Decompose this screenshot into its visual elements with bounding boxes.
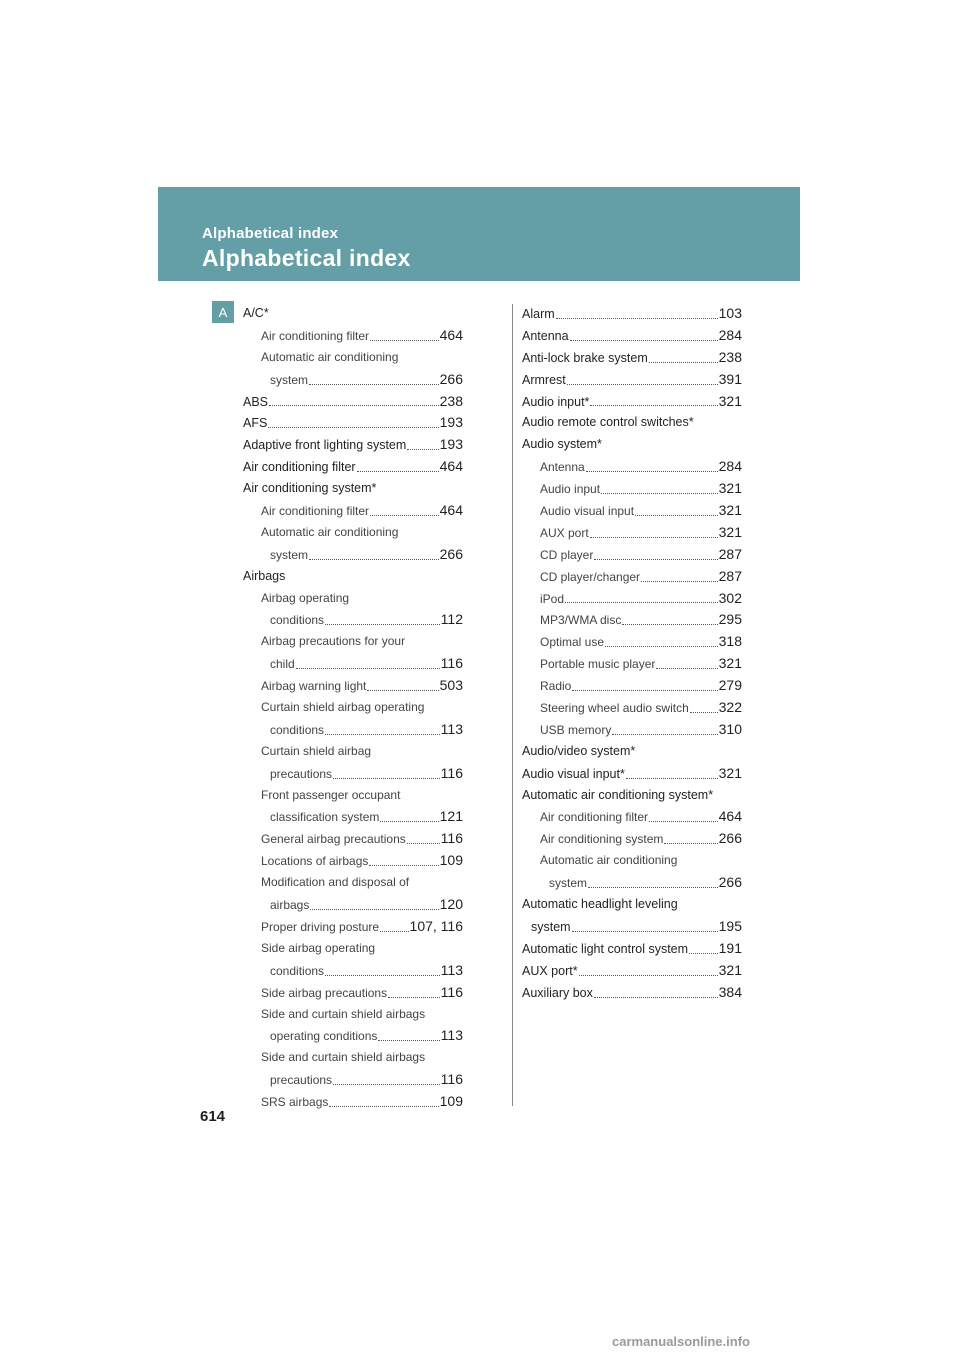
index-entry-term: General airbag precautions — [261, 832, 406, 847]
index-entry-term: Antenna — [540, 460, 585, 475]
index-entry-page[interactable]: 384 — [718, 983, 742, 1000]
leader-dots — [579, 975, 718, 976]
index-entry[interactable] — [522, 522, 742, 544]
index-entry-term: Curtain shield airbag — [261, 743, 372, 758]
index-entry-page[interactable]: 109 — [439, 852, 463, 869]
index-entry[interactable] — [243, 391, 463, 413]
index-entry-term: conditions — [270, 963, 325, 978]
index-entry-page[interactable]: 195 — [718, 917, 742, 934]
leader-dots — [565, 602, 718, 603]
index-entry[interactable] — [243, 785, 463, 807]
index-entry-term: Automatic air conditioning — [261, 524, 399, 539]
index-entry-term: child — [270, 657, 295, 672]
index-entry-term: Auxiliary box — [522, 985, 593, 1000]
index-entry[interactable] — [243, 719, 463, 741]
index-entry[interactable] — [243, 522, 463, 544]
index-entry[interactable] — [522, 675, 742, 697]
index-entry[interactable] — [243, 763, 463, 785]
index-entry-term: Radio — [540, 679, 572, 694]
index-entry-term: Audio input* — [522, 394, 590, 409]
index-entry-term: Anti-lock brake system — [522, 350, 648, 365]
leader-dots — [572, 690, 717, 691]
index-entry-term: Airbags — [243, 568, 286, 583]
index-entry-term: Automatic air conditioning — [261, 349, 399, 364]
leader-dots — [656, 668, 717, 669]
index-entry-term: Audio input — [540, 482, 601, 497]
index-entry-term: Automatic air conditioning system* — [522, 787, 714, 802]
index-entry[interactable] — [522, 478, 742, 500]
index-entry-term: Airbag precautions for your — [261, 634, 406, 649]
index-entry[interactable] — [243, 631, 463, 653]
index-entry-page[interactable]: 113 — [440, 961, 463, 978]
index-entry-term: Air conditioning system* — [243, 481, 377, 496]
index-entry[interactable] — [243, 806, 463, 828]
column-divider — [512, 304, 513, 1106]
index-entry[interactable] — [522, 303, 742, 325]
index-entry[interactable] — [522, 456, 742, 478]
leader-dots — [370, 515, 439, 516]
index-entry-page[interactable]: 302 — [718, 589, 742, 606]
leader-dots — [590, 405, 717, 406]
index-entry[interactable] — [243, 850, 463, 872]
index-entry-term: SRS airbags — [261, 1095, 329, 1110]
index-entry[interactable] — [522, 960, 742, 982]
index-entry-page[interactable]: 266 — [718, 874, 742, 891]
leader-dots — [407, 843, 440, 844]
leader-dots — [357, 471, 439, 472]
index-entry-page[interactable]: 238 — [439, 392, 463, 409]
index-entry[interactable] — [522, 938, 742, 960]
index-entry-term: ABS — [243, 394, 269, 409]
leader-dots — [407, 449, 438, 450]
index-entry-page[interactable]: 321 — [718, 764, 742, 781]
index-entry-term: Armrest — [522, 372, 566, 387]
index-entry-term: conditions — [270, 613, 325, 628]
index-entry-term: Air conditioning filter — [261, 328, 370, 343]
index-entry-term: classification system — [270, 810, 380, 825]
index-entry-term: precautions — [270, 766, 333, 781]
index-entry-page[interactable]: 121 — [439, 808, 463, 825]
index-entry[interactable] — [243, 675, 463, 697]
index-entry[interactable] — [243, 325, 463, 347]
leader-dots — [612, 734, 717, 735]
header-subtitle: Alphabetical index — [202, 225, 339, 242]
index-entry-page[interactable]: 287 — [718, 567, 742, 584]
index-entry[interactable] — [522, 566, 742, 588]
index-entry-term: MP3/WMA disc — [540, 613, 622, 628]
index-entry-page[interactable]: 103 — [718, 305, 742, 321]
leader-dots — [572, 931, 718, 932]
leader-dots — [590, 537, 718, 538]
index-entry-term: Side airbag operating — [261, 940, 376, 955]
leader-dots — [594, 997, 718, 998]
index-entry[interactable] — [522, 325, 742, 347]
leader-dots — [690, 712, 718, 713]
index-entry[interactable] — [522, 347, 742, 369]
index-entry[interactable] — [243, 456, 463, 478]
index-entry[interactable] — [243, 544, 463, 566]
index-entry-page[interactable]: 321 — [718, 392, 742, 409]
index-entry-term: system — [270, 372, 309, 387]
index-entry-page[interactable]: 310 — [718, 720, 742, 737]
index-entry[interactable] — [522, 588, 742, 610]
index-letter-tab[interactable]: A — [212, 301, 234, 323]
index-entry-term: Portable music player — [540, 657, 656, 672]
leader-dots — [296, 668, 440, 669]
index-entry-term: Side and curtain shield airbags — [261, 1050, 426, 1065]
index-entry-term: precautions — [270, 1073, 333, 1088]
leader-dots — [268, 427, 438, 428]
header-title: Alphabetical index — [202, 245, 411, 271]
index-entry-page[interactable]: 191 — [718, 939, 742, 956]
index-entry-page[interactable]: 321 — [718, 480, 742, 497]
index-entry[interactable] — [243, 1047, 463, 1069]
index-entry-term: Locations of airbags — [261, 854, 369, 869]
index-entry-page[interactable]: 322 — [718, 699, 742, 716]
index-entry-term: Automatic air conditioning — [540, 853, 678, 868]
index-entry-term: Antenna — [522, 328, 569, 343]
index-entry[interactable] — [243, 916, 463, 938]
index-entry-term: system — [531, 919, 571, 934]
index-entry[interactable] — [522, 500, 742, 522]
index-entry-term: USB memory — [540, 722, 612, 737]
index-entry-page[interactable]: 464 — [439, 326, 463, 343]
index-entry[interactable] — [522, 719, 742, 741]
index-entry-term: Adaptive front lighting system — [243, 438, 407, 453]
index-entry-page[interactable]: 266 — [439, 545, 463, 562]
index-entry[interactable] — [243, 347, 463, 369]
leader-dots — [367, 690, 438, 691]
index-entry[interactable] — [522, 894, 742, 916]
index-entry-term: Audio visual input — [540, 504, 635, 519]
index-entry[interactable] — [243, 697, 463, 719]
index-entry-term: Alarm — [522, 307, 555, 321]
index-entry-page[interactable]: 116 — [440, 830, 463, 847]
leader-dots — [586, 471, 718, 472]
index-entry[interactable] — [243, 960, 463, 982]
index-entry-term: Audio remote control switches* — [522, 415, 694, 430]
index-entry[interactable] — [243, 1091, 463, 1113]
index-entry-page[interactable]: 193 — [439, 414, 463, 431]
index-entry-term: operating conditions — [270, 1029, 378, 1044]
index-entry-term: airbags — [270, 898, 310, 913]
index-entry-page[interactable]: 193 — [439, 436, 463, 453]
index-entry[interactable] — [243, 303, 463, 325]
index-entry-page[interactable]: 287 — [718, 545, 742, 562]
index-entry-page[interactable]: 113 — [440, 1027, 463, 1044]
page-number: 614 — [200, 1108, 226, 1125]
index-entry-term: Steering wheel audio switch — [540, 701, 689, 716]
index-entry[interactable] — [243, 938, 463, 960]
index-entry[interactable] — [522, 631, 742, 653]
index-entry-term: conditions — [270, 722, 325, 737]
index-entry-page[interactable]: 284 — [718, 326, 742, 343]
leader-dots — [649, 362, 718, 363]
index-entry[interactable] — [243, 653, 463, 675]
leader-dots — [605, 646, 718, 647]
index-entry[interactable] — [522, 741, 742, 763]
index-entry-term: Optimal use — [540, 635, 605, 650]
index-entry-term: Curtain shield airbag operating — [261, 700, 425, 715]
leader-dots — [635, 515, 718, 516]
index-entry[interactable] — [243, 1025, 463, 1047]
index-entry-term: AFS — [243, 416, 268, 431]
leader-dots — [325, 734, 440, 735]
index-entry[interactable] — [522, 391, 742, 413]
index-entry[interactable] — [522, 763, 742, 785]
index-entry[interactable] — [243, 500, 463, 522]
index-entry[interactable] — [522, 850, 742, 872]
index-entry[interactable] — [522, 653, 742, 675]
index-entry[interactable] — [522, 369, 742, 391]
index-entry-page[interactable]: 112 — [440, 611, 463, 628]
leader-dots — [588, 887, 718, 888]
index-entry[interactable] — [243, 894, 463, 916]
index-entry[interactable] — [243, 741, 463, 763]
index-entry[interactable] — [522, 872, 742, 894]
index-entry-term: Side and curtain shield airbags — [261, 1006, 426, 1021]
index-entry-term: Audio system* — [522, 437, 602, 452]
index-entry[interactable] — [243, 369, 463, 391]
index-entry-term: A/C* — [243, 306, 269, 320]
index-entry-page[interactable]: 321 — [718, 523, 742, 540]
leader-dots — [556, 318, 718, 319]
index-entry-page[interactable]: 113 — [440, 720, 463, 737]
leader-dots — [567, 384, 718, 385]
index-entry[interactable] — [243, 1004, 463, 1026]
watermark: carmanualsonline.info — [612, 1334, 750, 1349]
index-entry[interactable] — [243, 588, 463, 610]
index-entry-page[interactable]: 116 — [440, 1071, 463, 1088]
index-entry[interactable] — [522, 697, 742, 719]
index-entry[interactable] — [243, 609, 463, 631]
index-entry[interactable] — [522, 916, 742, 938]
leader-dots — [370, 340, 439, 341]
page-header — [158, 187, 800, 281]
index-entry-page[interactable]: 266 — [439, 370, 463, 387]
index-entry-term: Proper driving posture — [261, 919, 380, 934]
index-entry-page[interactable]: 266 — [718, 830, 742, 847]
leader-dots — [380, 931, 408, 932]
leader-dots — [310, 909, 438, 910]
index-entry[interactable] — [243, 566, 463, 588]
index-entry-term: Air conditioning filter — [243, 460, 356, 475]
leader-dots — [369, 865, 438, 866]
index-entry-page[interactable]: 318 — [718, 633, 742, 650]
index-entry-term: CD player — [540, 547, 594, 562]
index-entry-page[interactable]: 295 — [718, 611, 742, 628]
leader-dots — [689, 953, 718, 954]
leader-dots — [601, 493, 718, 494]
index-entry-page[interactable]: 116 — [440, 764, 463, 781]
index-entry[interactable] — [243, 828, 463, 850]
index-entry[interactable] — [243, 478, 463, 500]
index-entry[interactable] — [522, 412, 742, 434]
index-entry[interactable] — [522, 806, 742, 828]
index-entry[interactable] — [522, 828, 742, 850]
leader-dots — [641, 581, 718, 582]
index-entry-page[interactable]: 279 — [718, 677, 742, 694]
index-entry-term: CD player/changer — [540, 569, 641, 584]
index-entry-term: system — [270, 547, 309, 562]
index-column-left — [243, 303, 463, 1113]
index-entry[interactable] — [522, 544, 742, 566]
index-entry-page[interactable]: 464 — [439, 458, 463, 475]
index-entry-term: Audio visual input* — [522, 766, 625, 781]
leader-dots — [333, 1084, 440, 1085]
index-entry-page[interactable]: 321 — [718, 502, 742, 519]
index-entry[interactable] — [243, 982, 463, 1004]
index-entry-term: Audio/video system* — [522, 743, 636, 758]
leader-dots — [622, 624, 717, 625]
leader-dots — [309, 559, 439, 560]
index-entry[interactable] — [522, 785, 742, 807]
leader-dots — [664, 843, 717, 844]
index-entry-page[interactable]: 503 — [439, 677, 463, 694]
index-entry-term: Airbag operating — [261, 590, 350, 605]
index-entry-term: iPod — [540, 591, 565, 606]
leader-dots — [309, 384, 439, 385]
index-entry-page[interactable]: 321 — [718, 655, 742, 672]
index-entry-term: AUX port* — [522, 963, 578, 978]
index-entry[interactable] — [522, 982, 742, 1004]
index-entry-term: Air conditioning filter — [540, 810, 649, 825]
index-entry-page[interactable]: 107, 116 — [409, 917, 463, 934]
index-entry-page[interactable]: 238 — [718, 348, 742, 365]
index-entry[interactable] — [522, 434, 742, 456]
leader-dots — [570, 340, 718, 341]
index-entry[interactable] — [243, 872, 463, 894]
index-entry-term: Air conditioning filter — [261, 504, 370, 519]
index-entry-term: Air conditioning system — [540, 832, 664, 847]
index-entry-page[interactable]: 464 — [718, 808, 742, 825]
leader-dots — [325, 624, 440, 625]
index-entry-page[interactable]: 109 — [439, 1093, 463, 1110]
index-entry[interactable] — [522, 609, 742, 631]
leader-dots — [333, 778, 440, 779]
index-entry-term: Automatic headlight leveling — [522, 897, 678, 912]
leader-dots — [269, 405, 439, 406]
index-entry-term: Airbag warning light — [261, 679, 367, 694]
index-entry-page[interactable]: 321 — [718, 961, 742, 978]
leader-dots — [325, 975, 440, 976]
index-entry-page[interactable]: 120 — [439, 896, 463, 913]
index-entry-term: system — [549, 876, 588, 891]
leader-dots — [626, 778, 718, 779]
index-entry-page[interactable]: 464 — [439, 502, 463, 519]
index-entry[interactable] — [243, 412, 463, 434]
leader-dots — [329, 1106, 438, 1107]
leader-dots — [380, 821, 438, 822]
leader-dots — [594, 559, 717, 560]
index-entry-term: AUX port — [540, 525, 589, 540]
leader-dots — [378, 1040, 439, 1041]
index-entry[interactable] — [243, 1069, 463, 1091]
index-entry-term: Automatic light control system — [522, 941, 689, 956]
index-entry-term: Side airbag precautions — [261, 985, 388, 1000]
index-entry-page[interactable]: 116 — [440, 983, 463, 1000]
leader-dots — [388, 997, 440, 998]
index-entry-term: Modification and disposal of — [261, 875, 410, 890]
index-entry-term: Front passenger occupant — [261, 787, 401, 802]
index-entry-page[interactable]: 391 — [718, 370, 742, 387]
index-column-right — [522, 303, 742, 1004]
index-entry-page[interactable]: 284 — [718, 458, 742, 475]
index-entry[interactable] — [243, 434, 463, 456]
leader-dots — [649, 821, 718, 822]
index-entry-page[interactable]: 116 — [440, 655, 463, 672]
